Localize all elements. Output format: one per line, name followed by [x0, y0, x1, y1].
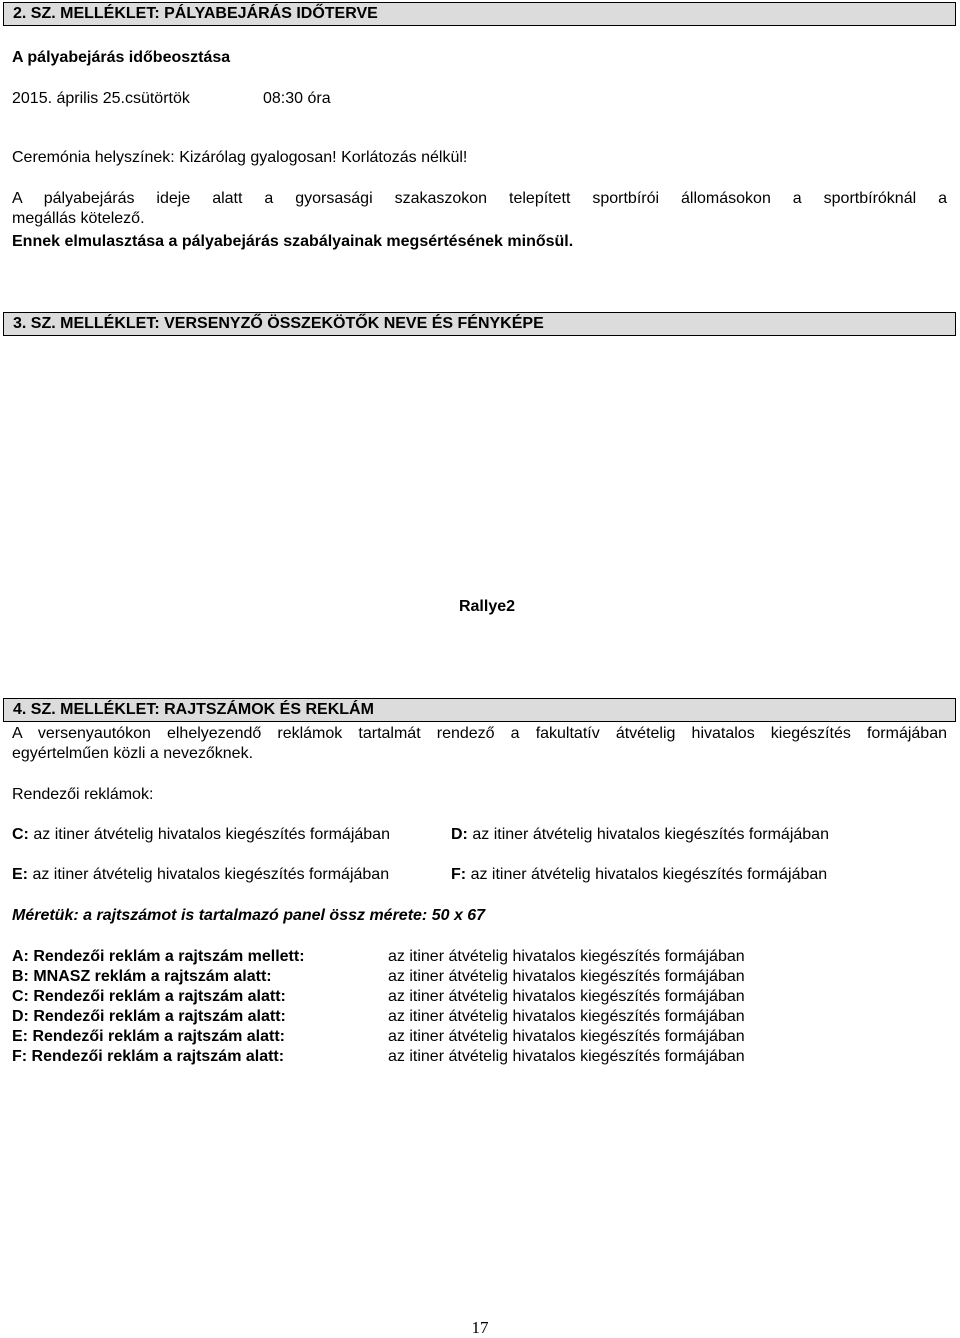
ad-text: az itiner átvételig hivatalos kiegészítés formájában: [33, 826, 390, 843]
ad-text: az itiner átvételig hivatalos kiegészítés formájában: [470, 866, 828, 883]
section-2-heading: 2. SZ. MELLÉKLET: PÁLYABEJÁRÁS IDŐTERVE: [3, 2, 956, 26]
rule-emphasis: Ennek elmulasztása a pályabejárás szabályainak megsértésének minősül.: [12, 233, 574, 250]
ad-text: az itiner átvételig hivatalos kiegészítés formájában: [32, 866, 390, 883]
placement-value-b: az itiner átvételig hivatalos kiegészítés formájában: [388, 968, 745, 985]
ads-intro-line-1: A versenyautókon elhelyezendő reklámok tartalmát rendező a fakultatív átvételig hivatalos kiegészítés formájában: [12, 725, 947, 742]
ads-intro-line-2: egyértelműen közli a nevezőknek.: [12, 745, 254, 762]
ad-item-e: [12, 865, 389, 885]
placement-value-a: az itiner átvételig hivatalos kiegészítés formájában: [388, 948, 745, 965]
placement-value-c: az itiner átvételig hivatalos kiegészítés formájában: [388, 988, 745, 1005]
schedule-date: 2015. április 25.csütörtök: [12, 90, 190, 107]
ads-intro: [12, 724, 947, 744]
ads-dimensions: Méretük: a rajtszámot is tartalmazó panel össz mérete: 50 x 67: [12, 907, 486, 924]
ad-key: C:: [12, 826, 29, 843]
ad-item-f: [451, 865, 827, 885]
placement-value-d: az itiner átvételig hivatalos kiegészítés formájában: [388, 1008, 745, 1025]
rule-text: [12, 189, 947, 209]
ad-text: az itiner átvételig hivatalos kiegészítés formájában: [472, 826, 829, 843]
ad-item-d: [451, 825, 829, 845]
placement-value-f: az itiner átvételig hivatalos kiegészítés formájában: [388, 1048, 745, 1065]
placement-label-c: C: Rendezői reklám a rajtszám alatt:: [12, 988, 286, 1005]
page-number: 17: [471, 1318, 489, 1337]
placement-label-d: D: Rendezői reklám a rajtszám alatt:: [12, 1008, 286, 1025]
ceremony-note: Ceremónia helyszínek: Kizárólag gyalogosan! Korlátozás nélkül!: [12, 149, 468, 166]
ads-label: Rendezői reklámok:: [12, 786, 154, 803]
ad-item-c: [12, 825, 390, 845]
schedule-time: 08:30 óra: [263, 90, 331, 107]
ad-key: E:: [12, 866, 28, 883]
ad-key: D:: [451, 826, 468, 843]
ad-key: F:: [451, 866, 467, 883]
section-4-heading: 4. SZ. MELLÉKLET: RAJTSZÁMOK ÉS REKLÁM: [3, 698, 956, 722]
schedule-subheading: A pályabejárás időbeosztása: [12, 49, 231, 66]
placement-label-a: A: Rendezői reklám a rajtszám mellett:: [12, 948, 305, 965]
section-3-heading: 3. SZ. MELLÉKLET: VERSENYZŐ ÖSSZEKÖTŐK NEVE ÉS FÉNYKÉPE: [3, 312, 956, 336]
rule-line-1: A pályabejárás ideje alatt a gyorsasági szakaszokon telepített sportbírói állomásokon a sportbíróknál a: [12, 190, 947, 207]
rally-name: Rallye2: [458, 598, 516, 615]
placement-value-e: az itiner átvételig hivatalos kiegészítés formájában: [388, 1028, 745, 1045]
placement-label-b: B: MNASZ reklám a rajtszám alatt:: [12, 968, 272, 985]
rule-line-2: megállás kötelező.: [12, 210, 145, 227]
placement-label-e: E: Rendezői reklám a rajtszám alatt:: [12, 1028, 285, 1045]
placement-label-f: F: Rendezői reklám a rajtszám alatt:: [12, 1048, 285, 1065]
